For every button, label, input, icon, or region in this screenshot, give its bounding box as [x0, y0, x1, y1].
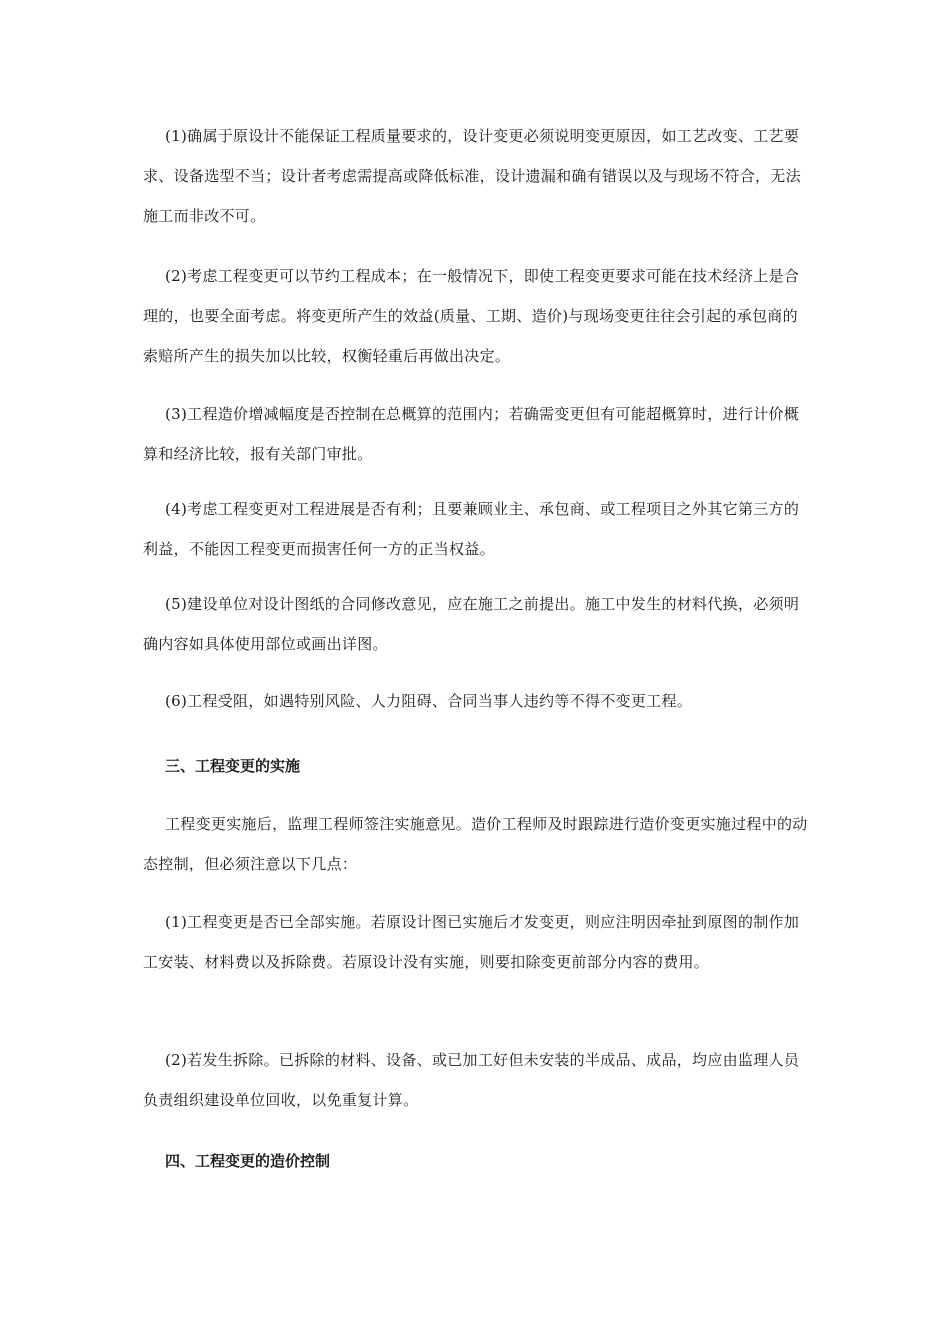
paragraph-item-3: (3)工程造价增减幅度是否控制在总概算的范围内；若确需变更但有可能超概算时，进行计价概算和经济比较，报有关部门审批。 [143, 405, 800, 463]
section-4-heading: 四、工程变更的造价控制 [165, 1152, 331, 1170]
paragraph-item-6: (6)工程受阻，如遇特别风险、人力阻碍、合同当事人违约等不得不变更工程。 [165, 692, 693, 710]
section-3-item-1: (1)工程变更是否已全部实施。若原设计图已实施后才发变更，则应注明因牵扯到原图的制作加工安装、材料费以及拆除费。若原设计没有实施，则要扣除变更前部分内容的费用。 [143, 913, 800, 971]
section-3-intro: 工程变更实施后，监理工程师签注实施意见。造价工程师及时跟踪进行造价变更实施过程中的动态控制，但必须注意以下几点： [143, 815, 808, 873]
paragraph-item-2: (2)考虑工程变更可以节约工程成本；在一般情况下，即使工程变更要求可能在技术经济上是合理的，也要全面考虑。将变更所产生的效益(质量、工期、造价)与现场变更往往会引起的承包商的索赔所产生的损失加以比较，权衡轻重后再做出决定。 [143, 267, 800, 365]
paragraph-item-5: (5)建设单位对设计图纸的合同修改意见，应在施工之前提出。施工中发生的材料代换，必须明确内容如具体使用部位或画出详图。 [143, 595, 800, 653]
paragraph-item-1: (1)确属于原设计不能保证工程质量要求的，设计变更必须说明变更原因，如工艺改变、工艺要求、设备选型不当；设计者考虑需提高或降低标准，设计遗漏和确有错误以及与现场不符合，无法施工而非改不可。 [143, 127, 801, 225]
section-3-item-2: (2)若发生拆除。已拆除的材料、设备、或已加工好但未安装的半成品、成品，均应由监理人员负责组织建设单位回收，以免重复计算。 [143, 1051, 800, 1109]
paragraph-item-4: (4)考虑工程变更对工程进展是否有利；且要兼顾业主、承包商、或工程项目之外其它第三方的利益，不能因工程变更而损害任何一方的正当权益。 [143, 500, 800, 558]
section-3-heading: 三、工程变更的实施 [165, 757, 301, 775]
